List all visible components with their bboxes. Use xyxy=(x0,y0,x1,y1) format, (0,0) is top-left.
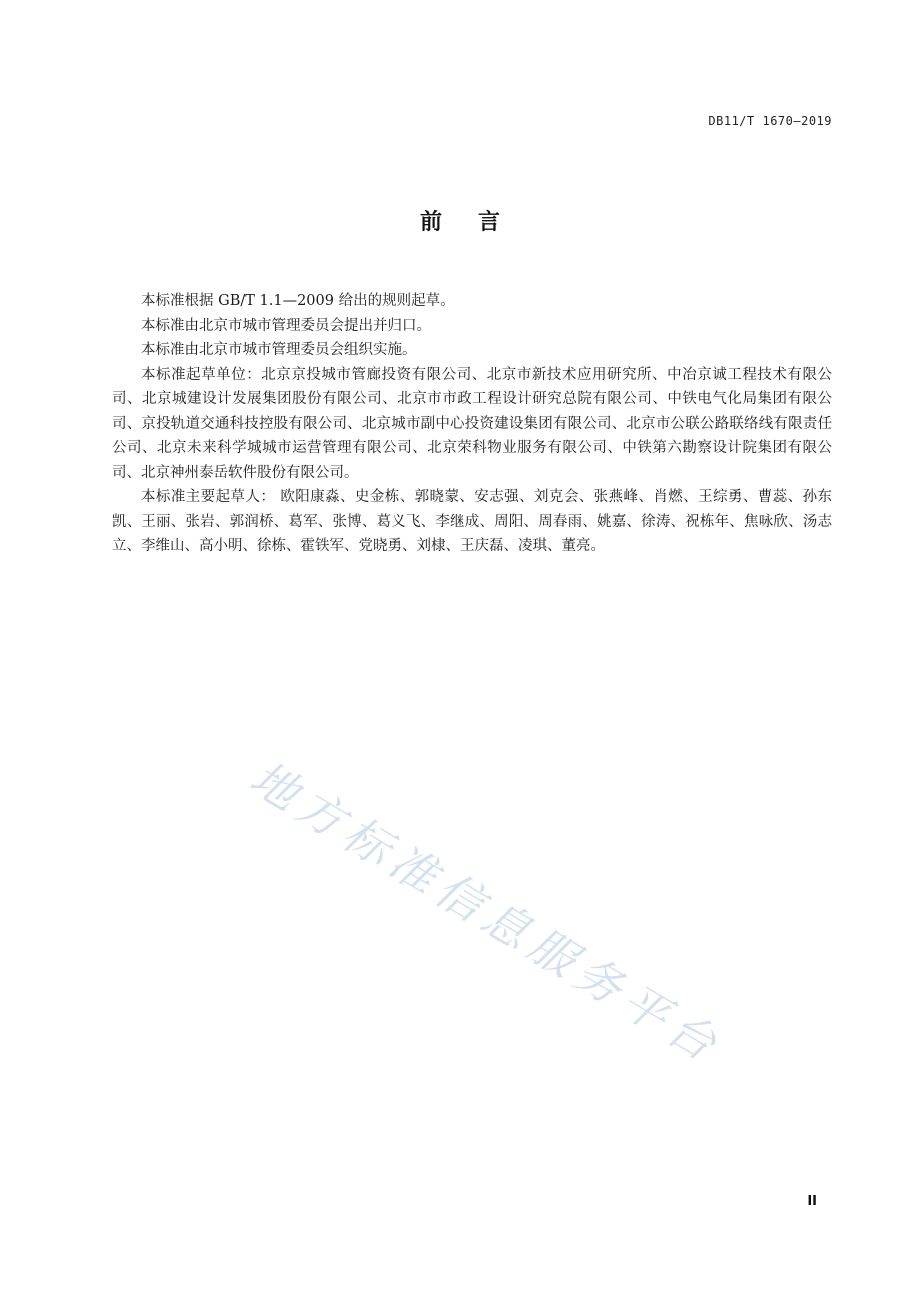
watermark-text: 地方标准信息服务平台 xyxy=(241,750,732,1075)
page-title: 前言 xyxy=(419,210,536,235)
document-code: DB11/T 1670—2019 xyxy=(708,114,832,128)
paragraph-proposer: 本标准由北京市城市管理委员会提出并归口。 xyxy=(141,317,431,334)
paragraph-implementer: 本标准由北京市城市管理委员会组织实施。 xyxy=(141,342,417,358)
paragraph-drafting-units: 本标准起草单位：北京京投城市管廊投资有限公司、北京市新技术应用研究所、中冶京诚工程技术有限公司、北京城建设计发展集团股份有限公司、北京市市政工程设计研究总院有限公司、中铁电气化局集团有限公司、京投轨道交通科技控股有限公司、北京城市副中心投资建设集团有限公司、北京市公联公路联络线有限责任公司、北京未来科学城城市运营管理有限公司、北京荣科物业服务有限公司、中铁第六勘察设计院集团有限公司、北京神州泰岳软件股份有限公司。 xyxy=(112,366,832,481)
page-number: II xyxy=(807,1194,817,1209)
paragraph-drafters: 本标准主要起草人： 欧阳康淼、史金栋、郭晓蒙、安志强、刘克会、张燕峰、肖燃、王综勇、曹蕊、孙东凯、王丽、张岩、郭润桥、葛军、张博、葛义飞、李继成、周阳、周春雨、姚嘉、徐涛、祝栋年、焦咏欣、汤志立、李维山、高小明、徐栋、霍铁军、党晓勇、刘棣、王庆磊、凌琪、董亮。 xyxy=(112,489,832,554)
paragraph-drafting-rules: 本标准根据 GB/T 1.1—2009 给出的规则起草。 xyxy=(141,293,455,309)
foreword-body xyxy=(112,289,832,559)
